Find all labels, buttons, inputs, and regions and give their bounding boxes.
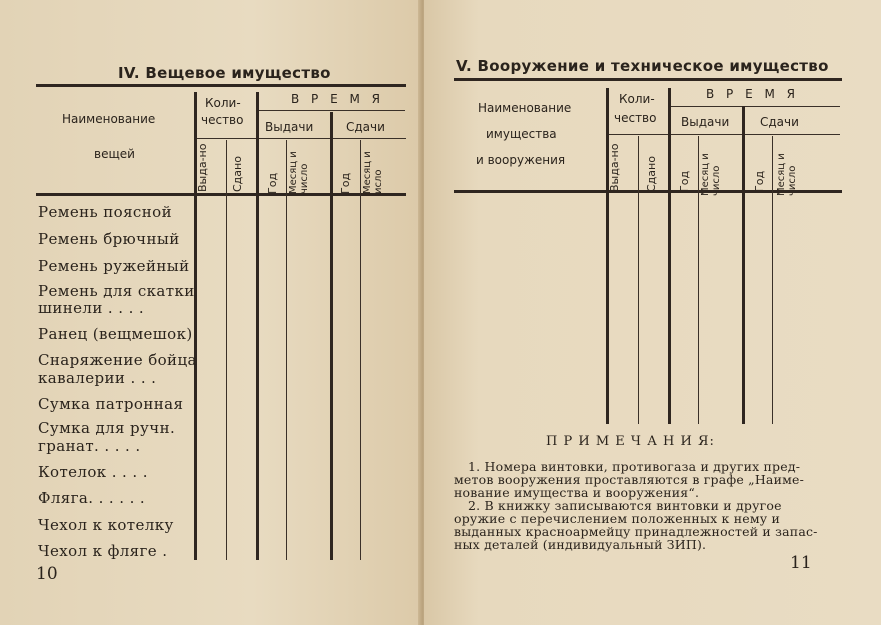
right-header-month: Месяц и число	[700, 153, 722, 196]
item-10: Фляга. . . . . .	[38, 489, 146, 507]
right-col-rule-2	[638, 136, 639, 424]
note-line-5: оружие с перечислением положенных к нему и	[454, 511, 781, 526]
note-line-4: 2. В книжку записываются винтовки и другое	[468, 498, 782, 513]
left-header-name-2: вещей	[94, 147, 135, 161]
right-header-qty-2: чество	[614, 111, 657, 125]
note-line-3: нование имущества и вооружения“.	[454, 485, 700, 500]
item-1: Ремень поясной	[38, 203, 172, 221]
left-col-rule-6	[360, 140, 361, 560]
left-col-rule-1	[194, 92, 197, 560]
left-header-qty-1: Коли-	[205, 96, 241, 110]
left-header-bottom-rule	[36, 193, 406, 196]
left-header-issued: Выда-но	[196, 143, 209, 192]
right-header-return: Сдачи	[760, 115, 799, 129]
right-header-year-2: Год	[753, 170, 766, 192]
left-header-returned: Сдано	[231, 156, 244, 192]
item-5: Ранец (вещмешок)	[38, 325, 193, 343]
right-header-issue: Выдачи	[681, 115, 730, 129]
item-7: Сумка патронная	[38, 395, 184, 413]
left-header-qty-2: чество	[201, 113, 244, 127]
left-header-name-1: Наименование	[62, 112, 156, 126]
left-page-number: 10	[36, 564, 58, 584]
right-header-top-rule	[454, 78, 842, 81]
left-header-issue: Выдачи	[265, 120, 314, 134]
note-line-6: выданных красноармейцу принадлежностей и запас-	[454, 524, 818, 539]
note-line-2: метов вооружения проставляются в графе „Наиме-	[454, 472, 805, 487]
left-header-top-rule	[36, 84, 406, 87]
notes-title: П Р И М Е Ч А Н И Я:	[546, 434, 715, 449]
right-header-name-1: Наименование	[478, 101, 572, 115]
left-col-rule-4	[286, 140, 287, 560]
right-time-rule	[670, 106, 840, 107]
left-header-return: Сдачи	[346, 120, 385, 134]
left-col-rule-3	[256, 92, 259, 560]
right-header-name-3: и вооружения	[476, 153, 566, 167]
right-header-bottom-rule	[454, 190, 842, 193]
right-col-rule-1	[606, 88, 609, 424]
left-time-rule	[257, 110, 405, 111]
right-header-time: В Р Е М Я	[706, 87, 799, 101]
right-header-year: Год	[678, 170, 691, 192]
item-8: Сумка для ручн.	[38, 419, 176, 437]
left-section-title: IV. Вещевое имущество	[118, 64, 331, 82]
left-header-year-2: Год	[339, 172, 352, 194]
right-col-rule-5	[742, 106, 745, 424]
item-6-cont: кавалерии . . .	[38, 369, 157, 387]
item-11: Чехол к котелку	[38, 516, 174, 534]
left-col-rule-2	[226, 140, 227, 560]
item-6: Снаряжение бойца	[38, 351, 197, 369]
item-12: Чехол к фляге .	[38, 542, 168, 560]
item-8-cont: гранат. . . . .	[38, 437, 141, 455]
item-4-cont: шинели . . . .	[38, 299, 145, 317]
right-page-number: 11	[790, 553, 812, 573]
left-header-time: В Р Е М Я	[291, 92, 384, 106]
item-2: Ремень брючный	[38, 230, 180, 248]
right-col-rule-6	[772, 136, 773, 424]
right-col-rule-4	[698, 136, 699, 424]
left-header-year: Год	[266, 172, 279, 194]
left-col-rule-5	[330, 112, 333, 560]
right-header-returned: Сдано	[645, 156, 658, 192]
right-section-title: V. Вооружение и техническое имущество	[456, 57, 829, 75]
item-3: Ремень ружейный	[38, 257, 190, 275]
left-header-month-2: Месяц и исло	[362, 151, 384, 194]
right-sub-rule	[608, 134, 840, 135]
item-9: Котелок . . . .	[38, 463, 148, 481]
left-header-month: Месяц и число	[288, 151, 310, 194]
right-header-month-2: Месяц и число	[776, 153, 798, 196]
note-line-7: ных деталей (индивидуальный ЗИП).	[454, 537, 707, 552]
right-header-issued: Выда-но	[608, 143, 621, 192]
note-line-1: 1. Номера винтовки, противогаза и других пред-	[468, 459, 801, 474]
right-header-name-2: имущества	[486, 127, 557, 141]
item-4: Ремень для скатки	[38, 282, 195, 300]
right-page	[424, 0, 881, 625]
left-page	[0, 0, 421, 625]
left-sub-rule	[196, 138, 406, 139]
right-col-rule-3	[668, 88, 671, 424]
right-header-qty-1: Коли-	[619, 92, 655, 106]
